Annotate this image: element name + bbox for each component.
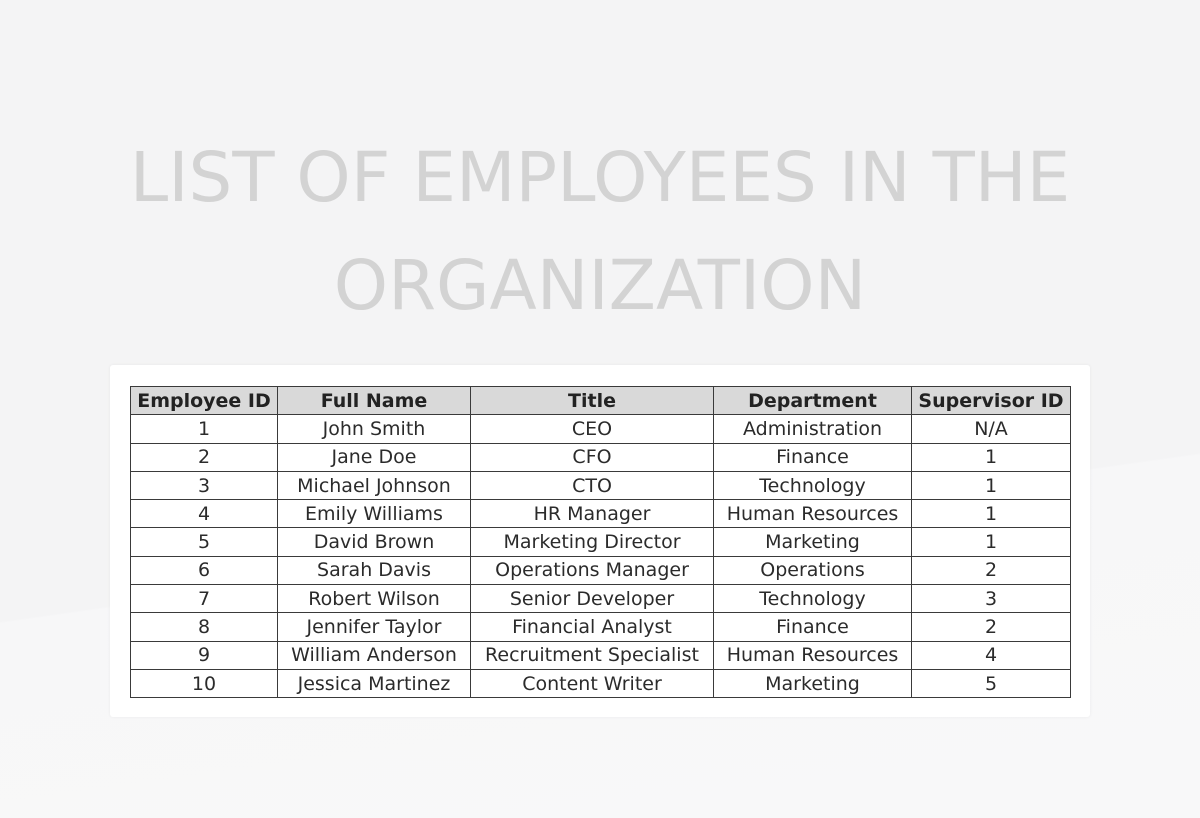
cell-department: Human Resources bbox=[714, 500, 912, 528]
cell-title: Marketing Director bbox=[471, 528, 714, 556]
cell-supervisor-id: 1 bbox=[912, 528, 1071, 556]
cell-full-name: Michael Johnson bbox=[278, 471, 471, 499]
cell-department: Marketing bbox=[714, 669, 912, 697]
table-row bbox=[131, 471, 1071, 499]
cell-department: Administration bbox=[714, 415, 912, 443]
cell-supervisor-id: N/A bbox=[912, 415, 1071, 443]
cell-full-name: Jennifer Taylor bbox=[278, 613, 471, 641]
cell-full-name: Jane Doe bbox=[278, 443, 471, 471]
cell-title: Recruitment Specialist bbox=[471, 641, 714, 669]
cell-supervisor-id: 1 bbox=[912, 500, 1071, 528]
cell-department: Technology bbox=[714, 471, 912, 499]
cell-employee-id: 3 bbox=[131, 471, 278, 499]
cell-supervisor-id: 4 bbox=[912, 641, 1071, 669]
cell-title: Financial Analyst bbox=[471, 613, 714, 641]
cell-title: HR Manager bbox=[471, 500, 714, 528]
cell-employee-id: 10 bbox=[131, 669, 278, 697]
table-row bbox=[131, 669, 1071, 697]
cell-department: Finance bbox=[714, 443, 912, 471]
employee-table bbox=[130, 386, 1071, 698]
cell-full-name: Robert Wilson bbox=[278, 585, 471, 613]
cell-employee-id: 4 bbox=[131, 500, 278, 528]
cell-supervisor-id: 2 bbox=[912, 556, 1071, 584]
cell-department: Finance bbox=[714, 613, 912, 641]
table-header-row bbox=[131, 387, 1071, 415]
table-row bbox=[131, 443, 1071, 471]
cell-title: Operations Manager bbox=[471, 556, 714, 584]
cell-employee-id: 9 bbox=[131, 641, 278, 669]
header-department: Department bbox=[714, 387, 912, 415]
cell-supervisor-id: 3 bbox=[912, 585, 1071, 613]
cell-title: CTO bbox=[471, 471, 714, 499]
table-row bbox=[131, 500, 1071, 528]
cell-title: Content Writer bbox=[471, 669, 714, 697]
table-card bbox=[110, 365, 1090, 717]
table-row bbox=[131, 528, 1071, 556]
header-full-name: Full Name bbox=[278, 387, 471, 415]
cell-department: Operations bbox=[714, 556, 912, 584]
table-row bbox=[131, 556, 1071, 584]
table-row bbox=[131, 641, 1071, 669]
header-employee-id: Employee ID bbox=[131, 387, 278, 415]
cell-full-name: David Brown bbox=[278, 528, 471, 556]
cell-supervisor-id: 5 bbox=[912, 669, 1071, 697]
page-title: LIST OF EMPLOYEES IN THE ORGANIZATION bbox=[129, 138, 1071, 326]
cell-employee-id: 2 bbox=[131, 443, 278, 471]
cell-employee-id: 6 bbox=[131, 556, 278, 584]
cell-full-name: Sarah Davis bbox=[278, 556, 471, 584]
cell-department: Human Resources bbox=[714, 641, 912, 669]
cell-department: Technology bbox=[714, 585, 912, 613]
table-row bbox=[131, 613, 1071, 641]
cell-supervisor-id: 1 bbox=[912, 471, 1071, 499]
cell-supervisor-id: 1 bbox=[912, 443, 1071, 471]
cell-full-name: Emily Williams bbox=[278, 500, 471, 528]
cell-employee-id: 7 bbox=[131, 585, 278, 613]
cell-full-name: John Smith bbox=[278, 415, 471, 443]
cell-employee-id: 5 bbox=[131, 528, 278, 556]
cell-employee-id: 8 bbox=[131, 613, 278, 641]
cell-title: Senior Developer bbox=[471, 585, 714, 613]
table-row bbox=[131, 585, 1071, 613]
table-row bbox=[131, 415, 1071, 443]
cell-full-name: William Anderson bbox=[278, 641, 471, 669]
header-supervisor-id: Supervisor ID bbox=[912, 387, 1071, 415]
cell-full-name: Jessica Martinez bbox=[278, 669, 471, 697]
cell-title: CEO bbox=[471, 415, 714, 443]
cell-department: Marketing bbox=[714, 528, 912, 556]
cell-title: CFO bbox=[471, 443, 714, 471]
header-title: Title bbox=[471, 387, 714, 415]
cell-employee-id: 1 bbox=[131, 415, 278, 443]
cell-supervisor-id: 2 bbox=[912, 613, 1071, 641]
